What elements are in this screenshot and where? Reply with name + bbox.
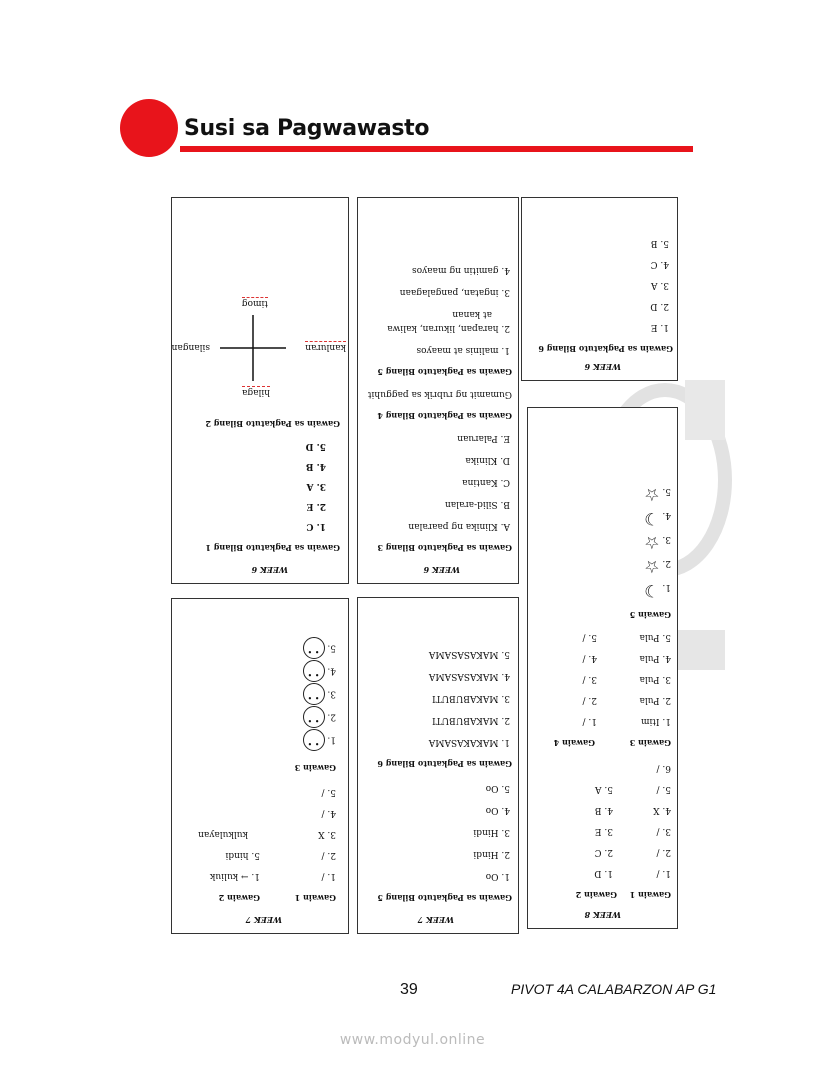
answer-box-week7-left [171,598,349,934]
week-label: WEEK 7 [245,915,282,925]
answer-item: 2. harapan, likuran, kaliwa [387,323,510,333]
activity-heading: Gawain sa Pagkatuto Bilang 6 [377,759,512,769]
answer-item: 5. Oo [485,783,510,793]
answer-text: Gumamit ng rubrik sa pagguhit [367,389,512,399]
answer-item: 5. B [650,238,669,248]
compass-cross-icon [218,313,288,383]
answer-item: 1. D [594,868,613,878]
activity-heading: Gawain 1 [294,893,336,903]
moon-icon: ☽ [644,580,660,600]
answer-item: 5. Pula [639,632,671,642]
answer-item: 4. Oo [485,805,510,815]
answer-item: 4. ☽ [644,508,671,528]
answer-item: 4. B [594,805,613,815]
answer-item: 3. A [306,481,326,491]
answer-item: 1. → kuliuk [209,871,260,881]
star-icon: ☆ [644,532,660,552]
publication-label: PIVOT 4A CALABARZON AP G1 [511,981,717,997]
answer-item: 5. ☆ [644,484,671,504]
activity-heading: Gawain 2 [218,893,260,903]
answer-item: 4. B [305,461,326,471]
answer-item: 4. / [582,653,597,663]
sad-face-icon: • • [303,660,325,682]
answer-item: 1. ☽ [644,580,671,600]
answer-item: 3. ingatan, pangalagaan [399,287,510,297]
answer-item: 4. Pula [639,653,671,663]
activity-heading: Gawain sa Pagkatuto Bilang 4 [377,411,512,421]
activity-heading: Gawain 5 [629,610,671,620]
answer-item: 5. D [305,441,326,451]
smile-face-icon: • • [303,729,325,751]
week-label: WEEK 8 [584,910,621,920]
answer-item: 1. / [582,716,597,726]
star-icon: ☆ [644,556,660,576]
answer-item: 1. C [306,521,326,531]
answer-item: 3. Hindi [473,827,510,837]
page-title: Susi sa Pagwawasto [184,116,430,141]
week-label: WEEK 6 [423,565,460,575]
answer-item: 4. • • [303,660,336,682]
answer-item: 2. / [656,847,671,857]
direction-north: hilaga [241,387,270,397]
answer-item: 3. MAKABUBUTI [432,693,510,703]
moon-icon: ☽ [644,508,660,528]
answer-item: 4. / [321,808,336,818]
answer-item: E. Palaruan [457,433,510,443]
answer-item: 2. / [321,850,336,860]
answer-box-week6-right [521,197,678,381]
answer-item: 5. hindi [225,850,260,860]
direction-south: timog [241,298,268,308]
answer-item: 3. / [656,826,671,836]
answer-item: 2. C [594,847,613,857]
answer-item: 1. Itim [640,716,671,726]
answer-item: C. Kantina [462,477,510,487]
answer-item: 2. D [650,301,669,311]
smile-face-icon: • • [303,683,325,705]
answer-item: 3. ☆ [644,532,671,552]
answer-item: 2. • • [303,706,336,728]
sad-face-icon: • • [303,706,325,728]
answer-item: 5. / [656,784,671,794]
answer-item: A. Klinika ng paaralan [408,521,510,531]
answer-box-week8-right [527,407,678,929]
activity-heading: Gawain 1 [629,890,671,900]
answer-item: 2. ☆ [644,556,671,576]
activity-heading: Gawain sa Pagkatuto Bilang 6 [538,344,673,354]
answer-item: 3. A [651,280,669,290]
answer-item: 4. gamitin ng maayos [412,265,510,275]
site-watermark: www.modyul.online [339,1032,486,1048]
answer-item: kulkulayan [198,829,248,839]
activity-heading: Gawain sa Pagkatuto Bilang 5 [377,893,512,903]
answer-item: 3. / [582,674,597,684]
answer-item: 1. / [656,868,671,878]
activity-heading: Gawain sa Pagkatuto Bilang 2 [205,419,340,429]
smile-face-icon: • • [303,637,325,659]
answer-box-week6-left [171,197,349,584]
answer-item: 5. A [595,784,613,794]
answer-item: 5. / [321,787,336,797]
answer-item: 4. X [653,805,671,815]
answer-item: 2. Hindi [473,849,510,859]
answer-item: at kanan [452,309,492,319]
answer-item: 5. • • [303,637,336,659]
activity-heading: Gawain 3 [294,763,336,773]
title-underline [180,146,693,152]
week-label: WEEK 7 [417,915,454,925]
page-number: 39 [400,981,418,998]
answer-item: 2. MAKABUBUTI [432,715,510,725]
week-label: WEEK 6 [584,362,621,372]
answer-item: 1. malinis at maayos [416,345,510,355]
activity-heading: Gawain 2 [575,890,617,900]
answer-item: 4. C [650,259,669,269]
red-circle-bullet [120,99,178,157]
answer-item: 3. E [594,826,613,836]
activity-heading: Gawain sa Pagkatuto Bilang 1 [205,543,340,553]
answer-item: 2. / [582,695,597,705]
direction-west: kanluran [305,342,346,352]
answer-item: B. Silid-aralan [444,499,510,509]
answer-item: 1. Oo [485,871,510,881]
week-label: WEEK 6 [251,565,288,575]
answer-item: 3. X [318,829,336,839]
star-icon: ☆ [644,484,660,504]
answer-item: 1. • • [303,729,336,751]
activity-heading: Gawain 4 [553,738,595,748]
activity-heading: Gawain sa Pagkatuto Bilang 3 [377,543,512,553]
answer-item: 1. E [650,322,669,332]
activity-heading: Gawain 3 [629,738,671,748]
answer-item: 3. Pula [639,674,671,684]
answer-box-week6-mid [357,197,519,584]
answer-item: 2. Pula [639,695,671,705]
answer-item: 5. MAKASASAMA [428,649,510,659]
answer-item: 2. E [306,501,326,511]
answer-item: 1. / [321,871,336,881]
answer-item: 1. MAKAKASAMA [428,737,510,747]
answer-box-week7-mid [357,597,519,934]
answer-item: 3. • • [303,683,336,705]
activity-heading: Gawain sa Pagkatuto Bilang 5 [377,367,512,377]
answer-item: D. Klinika [465,455,510,465]
answer-item: 6. / [656,763,671,773]
direction-east: silangan [171,342,210,352]
answer-item: 4. MAKASASAMA [428,671,510,681]
answer-item: 5. / [582,632,597,642]
